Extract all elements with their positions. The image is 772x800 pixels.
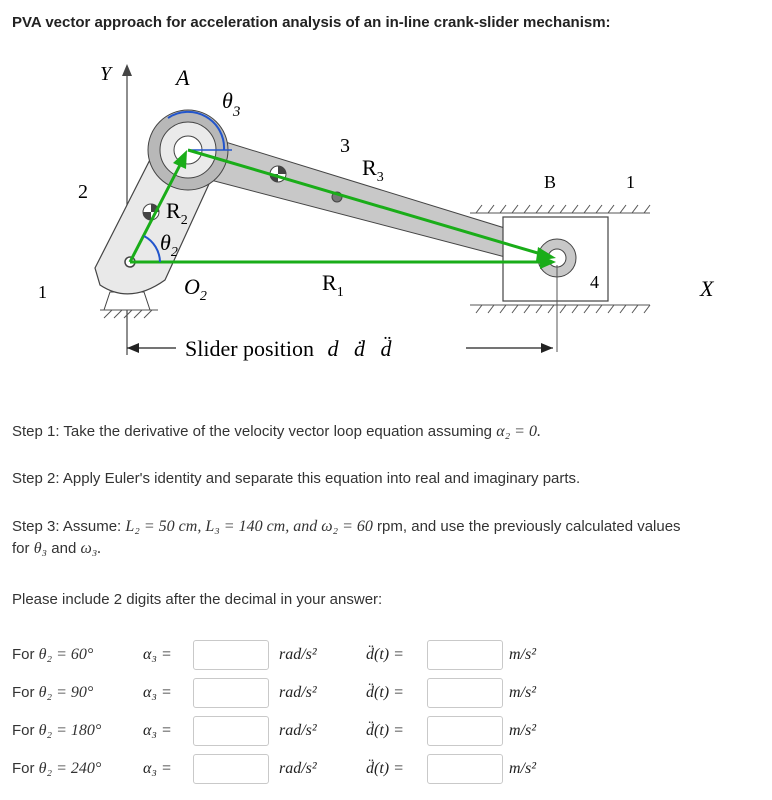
alpha3-unit: rad/s² [279, 646, 317, 663]
alpha3-input-240[interactable] [193, 754, 269, 784]
ground-hatch-left [100, 310, 158, 318]
d-ddot-input-90[interactable] [427, 678, 503, 708]
r2-label: R [166, 198, 181, 223]
d-ddot-unit: m/s² [509, 760, 537, 777]
svg-text:R3 [362, 155, 384, 185]
d-ddot-unit: m/s² [509, 722, 537, 739]
d-ddot-input-240[interactable] [427, 754, 503, 784]
svg-text:Slider position d ḋ [185, 336, 392, 361]
link1-left-label: 1 [38, 282, 47, 302]
link4-label: 4 [590, 272, 599, 292]
d-dot-label: ḋ [353, 336, 365, 361]
step-3-math: L₂ = 50 cm, L₃ = 140 cm, and ω₂ = 60 [125, 518, 373, 535]
link1-right-label: 1 [626, 172, 635, 192]
r2-sub: 2 [180, 213, 188, 228]
alpha3-label: α₃ = [143, 760, 172, 777]
y-axis-label: Y [100, 63, 112, 85]
row-label: For θ₂ = 90° [12, 684, 94, 701]
alpha3-unit: rad/s² [279, 684, 317, 701]
y-axis-arrow [122, 64, 132, 76]
step-3-line2a: for [12, 540, 34, 557]
ground-pivot [104, 292, 150, 310]
r1-label: R [322, 270, 337, 295]
alpha3-input-90[interactable] [193, 678, 269, 708]
step-3-line2b: and [47, 540, 81, 557]
slider-dim-arrow-left [127, 343, 139, 353]
row-label: For θ₂ = 240° [12, 760, 102, 777]
r3-sub: 3 [376, 170, 384, 185]
x-axis-label: X [700, 276, 714, 301]
answer-row-180 [0, 714, 772, 750]
d-ddot-unit: m/s² [509, 684, 537, 701]
slider-guide-bottom [470, 305, 650, 313]
row-label: For θ₂ = 60° [12, 646, 94, 663]
alpha3-label: α₃ = [143, 646, 172, 663]
step-2 [12, 468, 580, 490]
alpha3-unit: rad/s² [279, 722, 317, 739]
svg-text:R1 [322, 270, 344, 300]
d-ddot-input-60[interactable] [427, 640, 503, 670]
theta3-sub: 3 [232, 104, 241, 120]
step-3-text: Step 3: Assume: [12, 518, 126, 535]
r3-label: R [362, 155, 377, 180]
step-1-math: α₂ = 0. [496, 423, 541, 440]
answer-row-240 [0, 752, 772, 788]
step-2-text: Step 2: Apply Euler's identity and separate this equation into real and imaginary parts. [12, 470, 581, 487]
step-1-text: Step 1: Take the derivative of the velocity vector loop equation assuming [12, 423, 497, 440]
answer-row-90 [0, 676, 772, 712]
theta2-label: θ [160, 230, 171, 255]
d-ddot-input-180[interactable] [427, 716, 503, 746]
d-ddot-unit: m/s² [509, 646, 537, 663]
row-theta: θ₂ = 240° [38, 760, 102, 777]
step-1 [12, 421, 541, 443]
point-a-label: A [176, 65, 190, 90]
slider-dim-arrow-right [541, 343, 553, 353]
svg-text:O2 [184, 274, 207, 304]
row-theta: θ₂ = 90° [38, 684, 94, 701]
alpha3-input-180[interactable] [193, 716, 269, 746]
d-ddot-label: d̈(t) = [366, 722, 404, 739]
d-ddot-label: d̈(t) = [366, 760, 404, 777]
step-3-omega: ω₃. [80, 540, 102, 557]
d-ddot-label: d̈ [380, 336, 392, 361]
alpha3-label: α₃ = [143, 722, 172, 739]
theta3-label: θ [222, 88, 233, 113]
slider-position-text: Slider position [185, 336, 314, 361]
o2-sub: 2 [199, 289, 207, 304]
d-ddot-label: d̈(t) = [366, 684, 404, 701]
point-b-label: B [544, 172, 557, 192]
d-ddot-label: d̈(t) = [366, 646, 404, 663]
d-label: d [327, 336, 339, 361]
theta2-sub: 2 [170, 245, 178, 260]
mechanism-diagram [0, 40, 772, 370]
row-theta: θ₂ = 60° [38, 646, 94, 663]
slider-guide-top [470, 205, 650, 213]
link2-label: 2 [78, 181, 88, 203]
svg-text:θ3 [222, 88, 240, 120]
step-3-text2: rpm, and use the previously calculated values [372, 518, 681, 535]
r1-sub: 1 [336, 285, 344, 300]
answer-row-60 [0, 638, 772, 674]
alpha3-unit: rad/s² [279, 760, 317, 777]
step-3-theta: θ₃ [33, 540, 48, 557]
row-label: For θ₂ = 180° [12, 722, 102, 739]
step-3 [12, 516, 757, 560]
page-title: PVA vector approach for acceleration analysis of an in-line crank-slider mechanism: [12, 14, 611, 31]
row-theta: θ₂ = 180° [38, 722, 102, 739]
link3-label: 3 [340, 135, 350, 157]
o2-label: O [184, 274, 200, 299]
alpha3-label: α₃ = [143, 684, 172, 701]
precision-note [12, 589, 382, 611]
alpha3-input-60[interactable] [193, 640, 269, 670]
precision-note-text: Please include 2 digits after the decimal in your answer: [12, 591, 383, 608]
